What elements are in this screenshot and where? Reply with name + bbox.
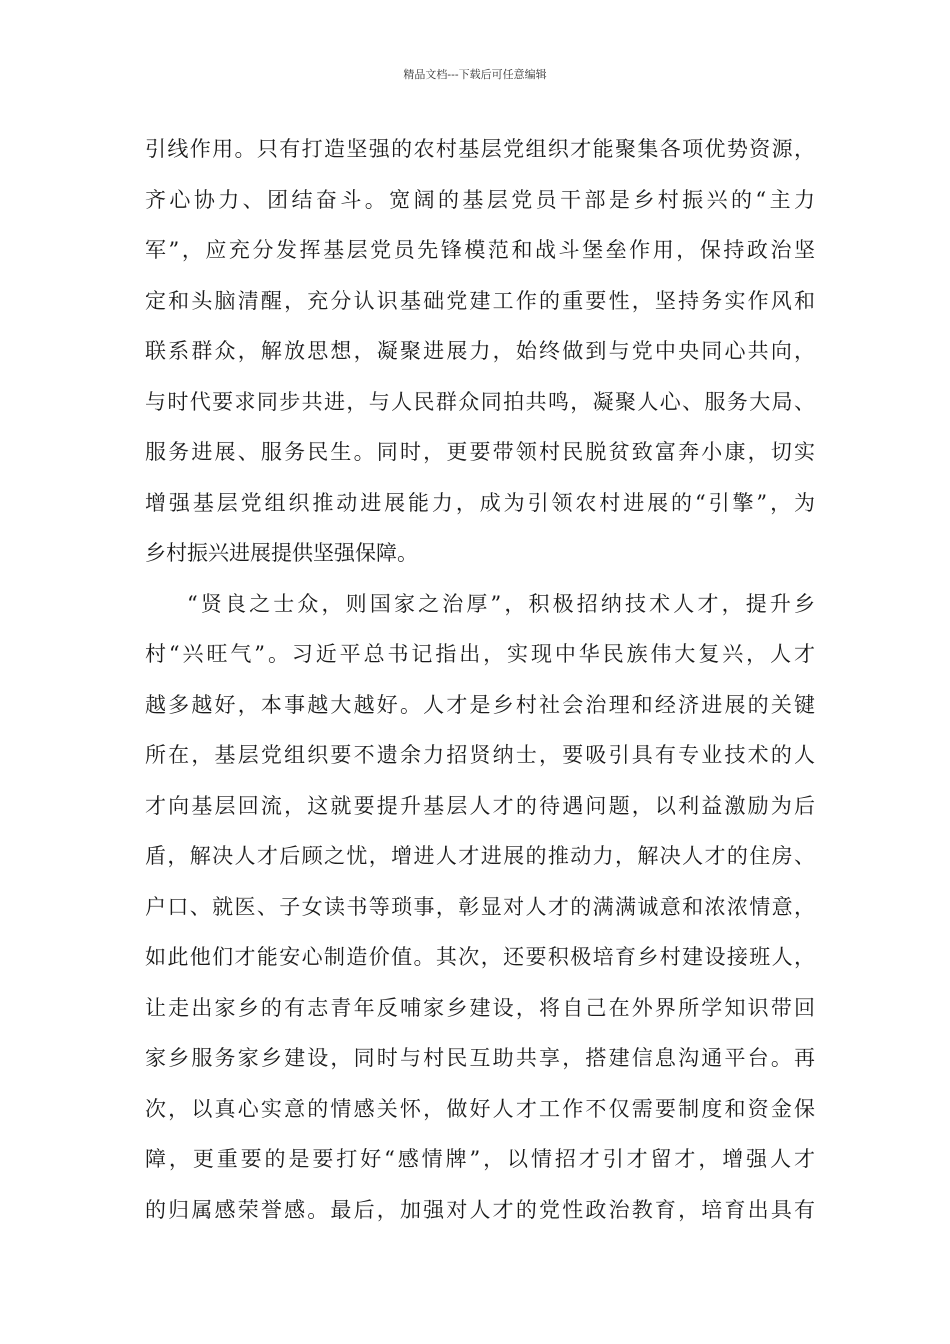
text-line: 齐心协力、团结奋斗。宽阔的基层党员干部是乡村振兴的“主力 [145,187,815,212]
text-line: 才向基层回流，这就要提升基层人才的待遇问题，以利益激励为后 [145,793,815,818]
text-line: 次，以真心实意的情感关怀，做好人才工作不仅需要制度和资金保 [145,1096,815,1121]
text-line: 越多越好，本事越大越好。人才是乡村社会治理和经济进展的关键 [145,692,815,717]
text-line: 定和头脑清醒，充分认识基础党建工作的重要性，坚持务实作风和 [145,288,815,313]
text-line: 增强基层党组织推动进展能力，成为引领农村进展的“引擎”，为 [145,490,815,515]
text-line: 军”，应充分发挥基层党员先锋模范和战斗堡垒作用，保持政治坚 [145,238,815,262]
paragraph-2 [145,587,815,1244]
page-header: 精品文档---下载后可任意编辑 [403,68,547,81]
text-line: 所在，基层党组织要不遗余力招贤纳士，要吸引具有专业技术的人 [145,743,815,767]
document-body [145,132,815,1243]
text-line: 与时代要求同步共进，与人民群众同拍共鸣，凝聚人心、服务大局、 [145,389,815,414]
text-line: 联系群众，解放思想，凝聚进展力，始终做到与党中央同心共向， [145,339,815,363]
text-line: 家乡服务家乡建设，同时与村民互助共享，搭建信息沟通平台。再 [145,1046,815,1070]
text-line: 户口、就医、子女读书等琐事，彰显对人才的满满诚意和浓浓情意， [145,894,815,919]
text-line: 村“兴旺气”。习近平总书记指出，实现中华民族伟大复兴，人才 [145,642,815,666]
text-line: 障，更重要的是要打好“感情牌”，以情招才引才留才，增强人才 [145,1147,815,1171]
paragraph-1 [145,132,815,587]
text-line: 乡村振兴进展提供坚强保障。 [145,541,418,565]
text-line: 引线作用。只有打造坚强的农村基层党组织才能聚集各项优势资源， [145,137,815,161]
text-line: “贤良之士众，则国家之治厚”，积极招纳技术人才，提升乡 [187,591,815,616]
text-line: 的归属感荣誉感。最后，加强对人才的党性政治教育，培育出具有 [145,1197,815,1222]
text-line: 让走出家乡的有志青年反哺家乡建设，将自己在外界所学知识带回 [145,995,815,1020]
text-line: 服务进展、服务民生。同时，更要带领村民脱贫致富奔小康，切实 [145,440,815,464]
text-line: 如此他们才能安心制造价值。其次，还要积极培育乡村建设接班人， [145,945,815,969]
text-line: 盾，解决人才后顾之忧，增进人才进展的推动力，解决人才的住房、 [145,844,815,868]
